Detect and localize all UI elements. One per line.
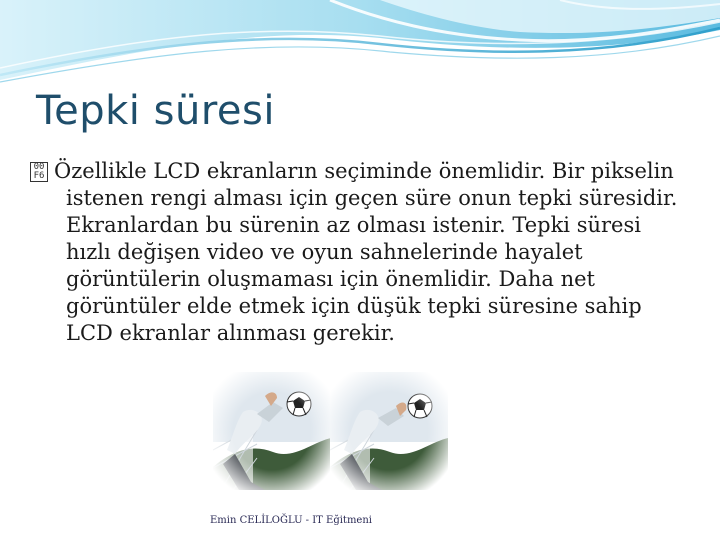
goalkeeper-soccer-ball-icon — [213, 372, 331, 490]
slide-title: Tepki süresi — [36, 88, 275, 134]
bullet-paragraph — [30, 158, 690, 347]
footer-author: Emin CELİLOĞLU - IT Eğitmeni — [210, 515, 372, 526]
bullet-text: Özellikle LCD ekranların seçiminde önemlidir. Bir pikselin istenen rengi alması için geçen süre onun tepki süresidir. Ekranlardan bu sürenin az olması istenir. Tepki süresi hızlı değişen video ve oyun sahnelerinde hayalet görüntülerin oluşmaması için önemlidir. Daha net görüntüler elde etmek için düşük tepki süresine sahip LCD ekranlar alınması gerekir. — [54, 159, 678, 345]
header-wave-decoration — [0, 0, 720, 90]
bullet-marker: 00 F6 — [30, 162, 48, 182]
goalkeeper-soccer-ball-icon — [330, 372, 448, 490]
